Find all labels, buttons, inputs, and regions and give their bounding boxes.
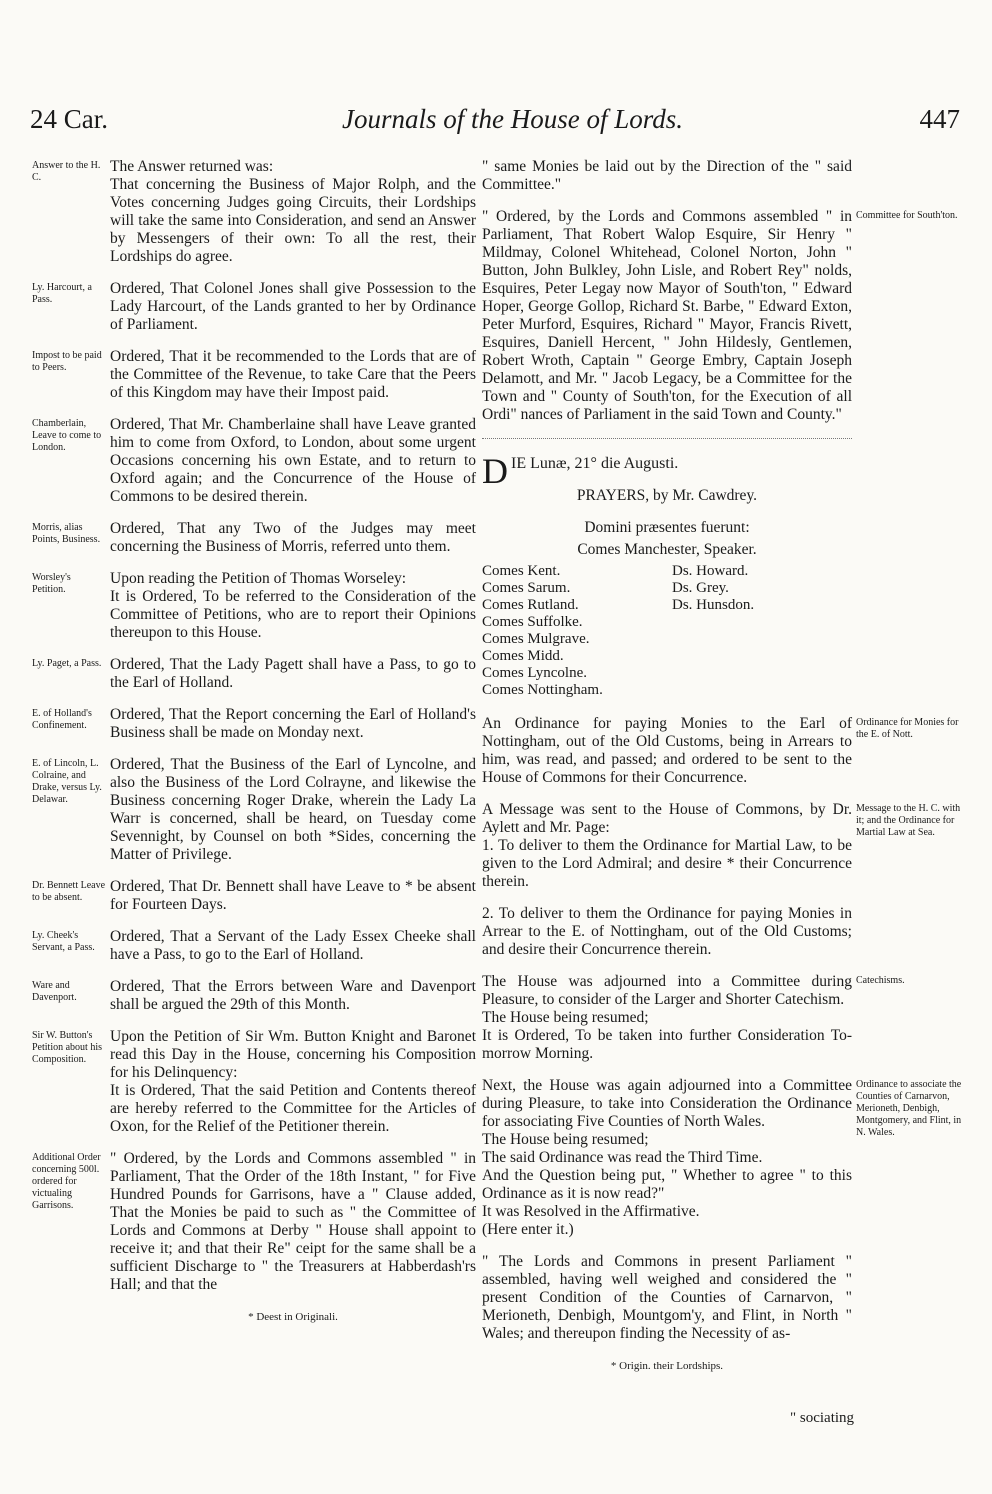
catchword: " sociating [790, 1410, 855, 1426]
footnote: * Origin. their Lordships. [610, 1360, 724, 1372]
date-text: IE Lunæ, 21° die Augusti. [511, 455, 679, 472]
left-entry [32, 756, 476, 864]
left-entry [32, 978, 476, 1014]
margin-note: Committee for South'ton. [856, 210, 958, 221]
margin-note: Answer to the H. C. [32, 160, 101, 183]
lord-name: Comes Rutland. [482, 597, 579, 613]
lord-name: Comes Midd. [482, 648, 564, 664]
left-entry [32, 878, 476, 914]
right-entry [482, 715, 959, 787]
left-entry [32, 1028, 476, 1136]
entry-text: Ordered, That the Business of the Earl of Lyncolne, and also the Business of the Lord Colrayne, and likewise the Business concerning Roger Drake, wherein the Lady La Warr is concerned, shall be heard, on Tuesday come Sevennight, by Counsel on both *Sides, concerning the Matter of Privilege. [110, 756, 476, 863]
margin-note: Catechisms. [856, 975, 905, 986]
margin-note: Ordinance for Monies for the E. of Nott. [856, 717, 959, 740]
section-rule [482, 438, 852, 439]
prayers-line: PRAYERS, by Mr. Cawdrey. [576, 487, 758, 504]
margin-note: Message to the H. C. with it; and the Ordinance for Martial Law at Sea. [856, 803, 961, 838]
lords-col-1 [482, 563, 672, 699]
present-line: Domini præsentes fuerunt: [584, 519, 750, 536]
entry-text: Ordered, That the Lady Pagett shall have a Pass, to go to the Earl of Holland. [110, 656, 476, 691]
speaker-line: Comes Manchester, Speaker. [577, 541, 757, 558]
committee-text: " Ordered, by the Lords and Commons assembled " in Parliament, That Robert Walop Esquire, Sir Henry " Mildmay, Colonel Whitehead, Colonel Norton, John " Button, John Bulkley, John Lisle, and Robert Rey" nolds, Esquires, Peter Legay now Mayor of South'ton, " Edward Hoper, George Gollop, Richard St. Barbe, " Edward Exton, Peter Murford, Esquires, Richard " Mayor, Francis Rivett, Esquires, Daniell Hercent, " John Hildesly, Gentlemen, Robert Wroth, Captain " George Embry, Captain Joseph Delamott, and Mr. " Jacob Legacy, be a Committee for the Town and " County of South'ton, for the Execution of all Ordi" nances of Parliament in the said Town and County." [482, 208, 852, 423]
committee-block [482, 208, 958, 424]
left-entry [32, 348, 476, 402]
date-heading [482, 451, 852, 491]
margin-note: Morris, alias Points, Business. [32, 522, 101, 545]
margin-note: Ly. Paget, a Pass. [32, 658, 102, 669]
lords-present [482, 563, 852, 699]
journal-title: Journals of the House of Lords. [342, 104, 684, 134]
left-entry [32, 158, 476, 266]
left-column [32, 158, 476, 1328]
entry-text: 2. To deliver to them the Ordinance for paying Monies in Arrear to the E. of Nottingham, out of the Old Customs; and desire their Concurrence therein. [482, 905, 852, 958]
entry-text: Ordered, That any Two of the Judges may meet concerning the Business of Morris, referred unto them. [110, 520, 476, 555]
entry-text: Ordered, That Mr. Chamberlaine shall have Leave granted him to come from Oxford, to London, about some urgent Occasions concerning his own Estate, and to return to Oxford again; and the Concurrence of the House of Commons to be desired therein. [110, 416, 476, 505]
entry-text: Upon the Petition of Sir Wm. Button Knight and Baronet read this Day in the House, concerning his Composition for his Delinquency: It is Ordered, That the said Petition and Contents thereof are hereby referred to the Committee for the Articles of Oxon, for the Relief of the Petitioner therein. [110, 1028, 476, 1135]
page-header [30, 104, 960, 144]
lord-name: Ds. Hunsdon. [672, 597, 755, 613]
left-entry [32, 280, 476, 334]
entry-text: A Message was sent to the House of Commons, by Dr. Aylett and Mr. Page: 1. To deliver to them the Ordinance for Martial Law, to be given to the Lord Admiral; and desire * their Concurrence therein. [482, 801, 852, 890]
right-column [482, 158, 962, 1377]
page-number: 447 [919, 104, 960, 134]
lord-name: Comes Kent. [482, 563, 561, 579]
margin-note: Sir W. Button's Petition about his Composition. [32, 1030, 102, 1065]
lord-name: Comes Suffolke. [482, 614, 583, 630]
entry-text: Ordered, That Colonel Jones shall give Possession to the Lady Harcourt, of the Lands granted to her by Ordinance of Parliament. [110, 280, 476, 333]
entry-text: The House was adjourned into a Committee during Pleasure, to consider of the Larger and Shorter Catechism. The House being resumed; It is Ordered, To be taken into further Consideration To-morrow Morning. [482, 973, 852, 1062]
right-entry [482, 1077, 962, 1239]
margin-note: Ordinance to associate the Counties of Carnarvon, Merioneth, Denbigh, Montgomery, and Flint, in N. Wales. [856, 1079, 962, 1138]
right-entry [482, 1253, 852, 1343]
margin-note: E. of Lincoln, L. Colraine, and Drake, versus Ly. Delawar. [32, 758, 102, 805]
lord-name: Ds. Grey. [672, 580, 729, 596]
lord-name: Comes Lyncolne. [482, 665, 587, 681]
entry-text: The Answer returned was: That concerning the Business of Major Rolph, and the Votes concerning Judges going Circuits, their Lordships will take the same into Consideration, and send an Answer by Messengers of their own: To all the rest, their Lordships do agree. [110, 158, 476, 265]
entry-text: Ordered, That a Servant of the Lady Essex Cheeke shall have a Pass, to go to the Earl of Holland. [110, 928, 476, 963]
lord-name: Comes Sarum. [482, 580, 571, 596]
entry-text: Upon reading the Petition of Thomas Worseley: It is Ordered, To be referred to the Consideration of the Committee of Petitions, who are to report their Opinions thereupon to this House. [110, 570, 476, 641]
left-entry [32, 520, 476, 556]
lord-name: Ds. Howard. [672, 563, 749, 579]
continuation-text: " same Monies be laid out by the Direction of the " said Committee." [482, 158, 852, 193]
entry-text: Next, the House was again adjourned into a Committee during Pleasure, to take into Consideration the Ordinance for associating Five Counties of North Wales. The House being resumed; The said Ordinance was read the Third Time. And the Question being put, " Whether to agree " to this Ordinance as it is now read?" It was Resolved in the Affirmative. (Here enter it.) [482, 1077, 852, 1238]
margin-note: Worsley's Petition. [32, 572, 71, 595]
left-entry [32, 1150, 476, 1294]
left-entry [32, 706, 476, 742]
right-entry [482, 801, 961, 891]
entry-text: Ordered, That Dr. Bennett shall have Leave to * be absent for Fourteen Days. [110, 878, 476, 913]
margin-note: Dr. Bennett Leave to be absent. [32, 880, 106, 903]
drop-cap: D [482, 451, 508, 491]
entry-text: Ordered, That the Errors between Ware and Davenport shall be argued the 29th of this Month. [110, 978, 476, 1013]
margin-note: Ware and Davenport. [32, 980, 77, 1003]
margin-note: E. of Holland's Confinement. [32, 708, 92, 731]
left-entry [32, 570, 476, 642]
right-entry [482, 905, 852, 959]
entry-text: " The Lords and Commons in present Parliament " assembled, having well weighed and considered the " present Condition of the Counties of Carnarvon, " Merioneth, Denbigh, Mountgom'y, and Flint, in North " Wales; and thereupon finding the Necessity of as- [482, 1253, 852, 1342]
lords-col-2 [672, 563, 832, 699]
entry-text: Ordered, That it be recommended to the Lords that are of the Committee of the Revenue, to take Care that the Peers of this Kingdom may have their Impost paid. [110, 348, 476, 401]
right-paragraphs [482, 715, 962, 1343]
left-entry [32, 656, 476, 692]
lord-name: Comes Nottingham. [482, 682, 603, 698]
left-entry [32, 928, 476, 964]
entry-text: Ordered, That the Report concerning the Earl of Holland's Business shall be made on Monday next. [110, 706, 476, 741]
margin-note: Additional Order concerning 500l. ordered for victualing Garrisons. [32, 1152, 101, 1211]
margin-note: Ly. Cheek's Servant, a Pass. [32, 930, 95, 953]
lord-name: Comes Mulgrave. [482, 631, 590, 647]
reign-label: 24 Car. [30, 104, 108, 134]
left-entry [32, 416, 476, 506]
margin-note: Ly. Harcourt, a Pass. [32, 282, 92, 305]
footnote: * Deest in Originali. [248, 1311, 338, 1323]
entry-text: An Ordinance for paying Monies to the Earl of Nottingham, out of the Old Customs, being in Arrears to him, was read, and passed; and ordered to be sent to the House of Commons for their Concurrence. [482, 715, 852, 786]
margin-note: Chamberlain, Leave to come to London. [32, 418, 102, 453]
right-entry [482, 973, 905, 1063]
entry-text: " Ordered, by the Lords and Commons assembled " in Parliament, That the Order of the 18th Instant, " for Five Hundred Pounds for Garrisons, have a " Clause added, That the Monies be paid to such as " the Committee of Lords and Commons at Derby " House shall appoint to receive it; and that their Re" ceipt for the same shall be a sufficient Discharge to " the Treasurers at Habberdash'rs Hall; and that the [110, 1150, 476, 1293]
margin-note: Impost to be paid to Peers. [32, 350, 102, 373]
